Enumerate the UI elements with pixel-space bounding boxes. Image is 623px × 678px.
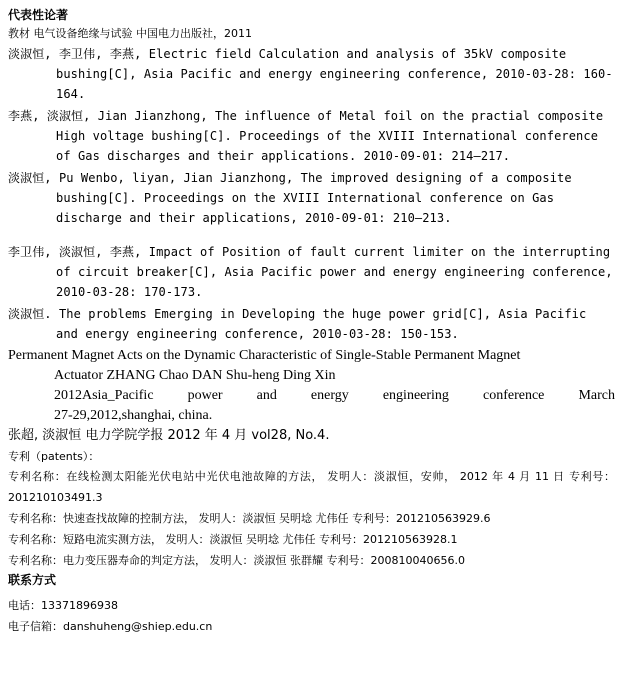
spacer <box>8 230 615 242</box>
phone-number: 电话：13371896938 <box>8 599 118 612</box>
reference-entry-1: 淡淑恒, 李卫伟, 李燕, Electric field Calculation and analysis of 35kV composite bushing[C], Asia Pacific and energy engineering conference, 2010-03-28: 160-164. <box>8 47 613 101</box>
pm-line-1: Permanent Magnet Acts on the Dynamic Characteristic of Single-Stable Permanent Magnet <box>8 348 521 363</box>
email-address: 电子信箱：danshuheng@shiep.edu.cn <box>8 620 213 633</box>
pm-line-4: 27-29,2012,shanghai, china. <box>54 408 213 423</box>
contact-heading: 联系方式 <box>8 573 57 587</box>
textbook-entry: 教材 电气设备绝缘与试验 中国电力出版社，2011 <box>8 27 252 40</box>
section-heading-publications: 代表性论著 <box>8 8 69 22</box>
reference-entry-3: 淡淑恒, Pu Wenbo, liyan, Jian Jianzhong, The improved designing of a composite bushing[C]. Proceedings on the XVIII International conference on Gas discharge and their applications, 2010-09-01: 210—213. <box>8 171 572 225</box>
reference-entry-2: 李燕, 淡淑恒, Jian Jianzhong, The influence of Metal foil on the practial composite High voltage bushing[C]. Proceedings of the XVIII International conference of Gas discharges and their applications. 2010-09-01: 214—217. <box>8 109 604 163</box>
reference-entry-permanent-magnet <box>8 346 615 426</box>
journal-reference: 张超, 淡淑恒 电力学院学报 2012 年 4 月 vol28, No.4. <box>8 428 330 443</box>
reference-entry-5: 淡淑恒. The problems Emerging in Developing the huge power grid[C], Asia Pacific and energy engineering conference, 2010-03-28: 150-153. <box>8 307 587 341</box>
reference-entry-4: 李卫伟, 淡淑恒, 李燕, Impact of Position of fault current limiter on the interrupting of circuit breaker[C], Asia Pacific power and energy engineering conference, 2010-03-28: 170-173. <box>8 245 613 299</box>
patent-entry-1: 专利名称：在线检测太阳能光伏电站中光伏电池故障的方法， 发明人：淡淑恒，安帅， 2012 年 4 月 11 日 专利号：201210103491.3 <box>8 470 615 504</box>
patent-entry-3: 专利名称：短路电流实测方法， 发明人：淡淑恒 吴明埝 尤伟任 专利号：201210563928.1 <box>8 533 458 546</box>
patent-entry-2: 专利名称：快速查找故障的控制方法， 发明人：淡淑恒 吴明埝 尤伟任 专利号：201210563929.6 <box>8 512 491 525</box>
patent-entry-4: 专利名称：电力变压器寿命的判定方法， 发明人：淡淑恒 张群耀 专利号：200810040656.0 <box>8 554 465 567</box>
pm-line-2: Actuator ZHANG Chao DAN Shu-heng Ding Xin <box>54 368 336 383</box>
pm-line-3: 2012Asia_Pacific power and energy engineering conference March <box>54 388 615 403</box>
patents-heading: 专利（patents）： <box>8 450 100 463</box>
